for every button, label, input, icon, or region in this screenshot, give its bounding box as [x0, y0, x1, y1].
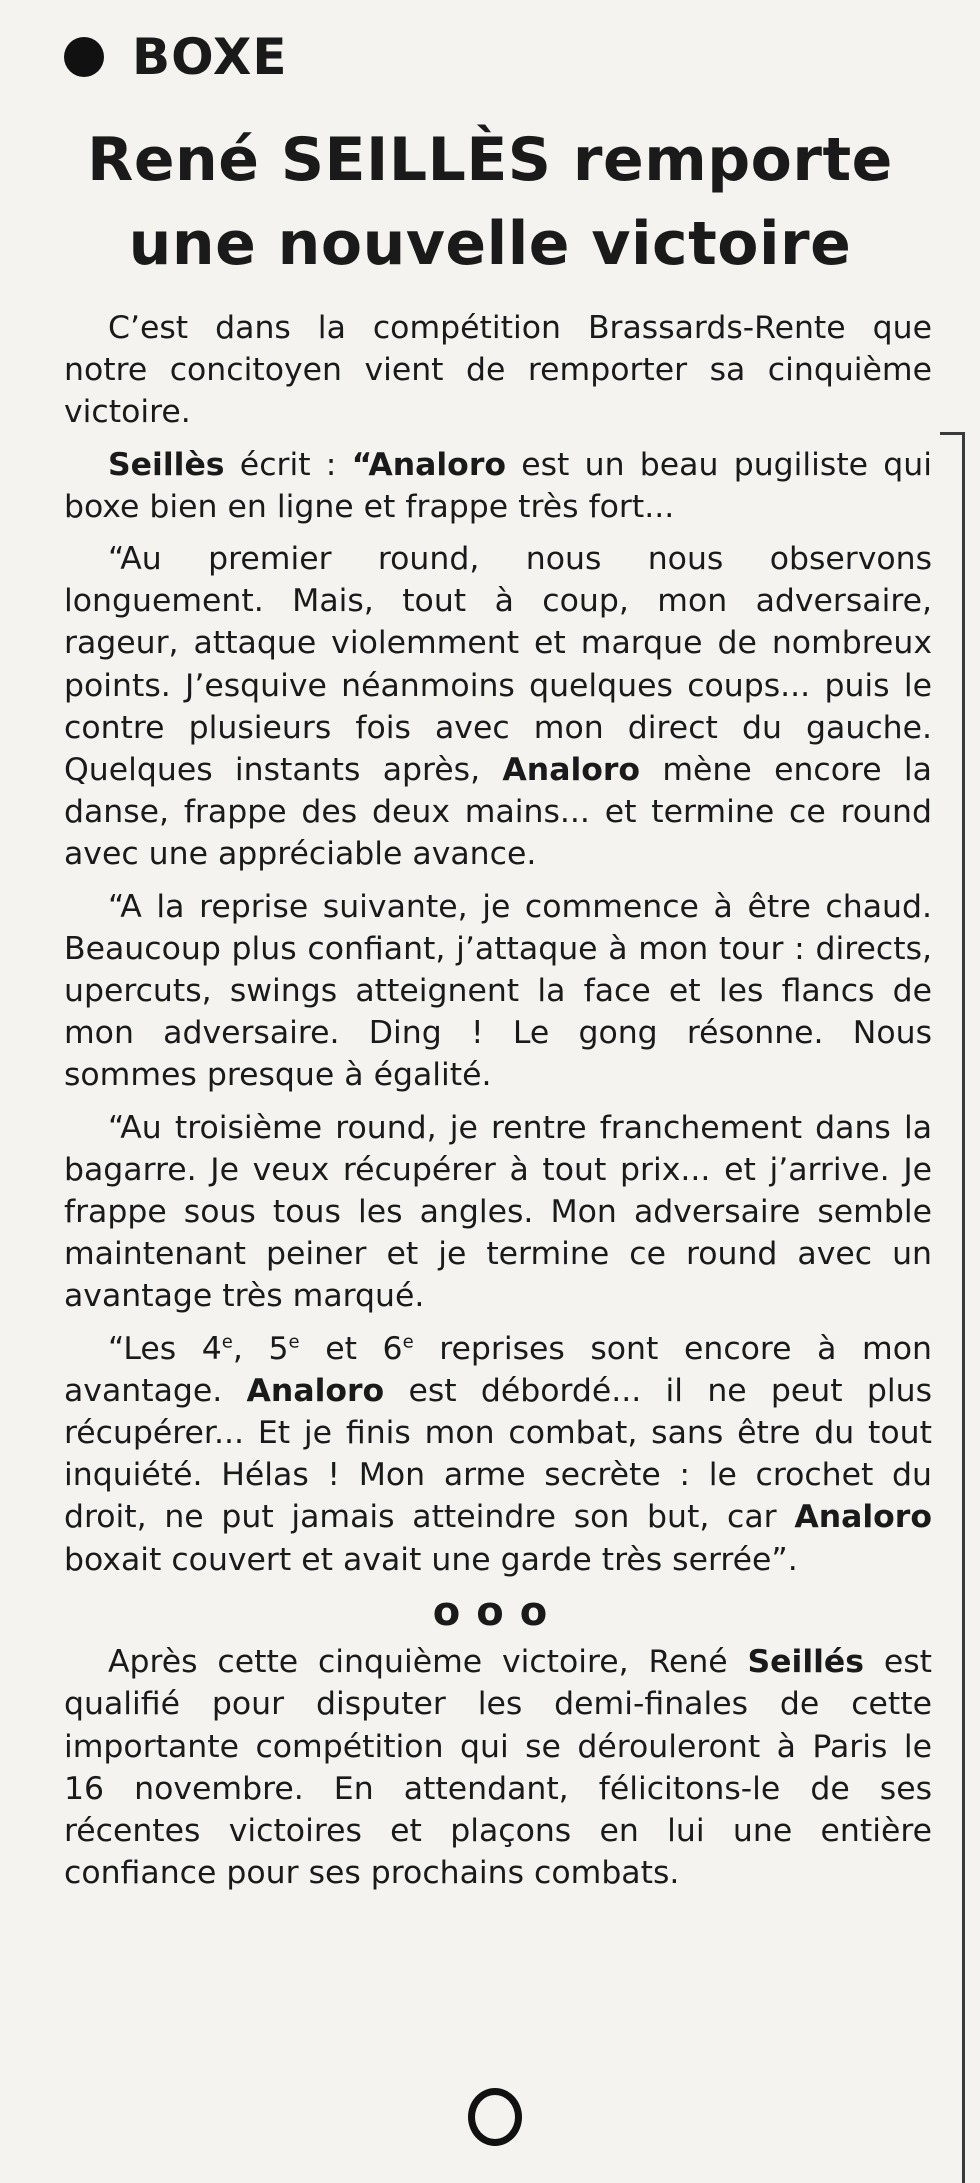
name-seilles: Seillés [747, 1644, 865, 1681]
text-run: est qualifié pour disputer les demi-finales de cette importante compétition qui se dérouleront à Paris le 16 novembre. En attendant, félicitons-le de ses récentes victoires et plaçons en lui une entière confiance pour ses prochains combats. [64, 1644, 932, 1892]
paragraph-1: C’est dans la compétition Brassards-Rente que notre concitoyen vient de remporter sa cinquième victoire. [64, 310, 932, 431]
name-analoro: Analoro [246, 1372, 385, 1409]
name-analoro: Analoro [794, 1499, 932, 1536]
text-run: , 5 [232, 1330, 289, 1367]
bullet-icon [64, 37, 104, 77]
text-run: et 6 [299, 1330, 403, 1367]
name-seilles: Seillès [108, 446, 225, 483]
text-run: est un beau pugiliste qui boxe bien en ligne et frappe très fort... [64, 446, 933, 525]
section-rubric [64, 22, 288, 92]
text-run: écrit : [224, 446, 352, 483]
text-run: “Les 4 [108, 1330, 222, 1367]
article-body [64, 307, 932, 1904]
headline-line-2: une nouvelle victoire [128, 209, 852, 279]
text-run: “Au premier round, nous nous observons longuement. Mais, tout à coup, mon adversaire, rageur, attaque violemment et marque de nombreux points. J’esquive néanmoins quelques coups... puis le contre plusieurs fois avec mon direct du gauche. Quelques instants après, [64, 541, 932, 789]
text-run: est débordé... il ne peut plus récupérer... Et je finis mon combat, sans être du tout inquiété. Hélas ! Mon arme secrète : le crochet du droit, ne put jamais atteindre son but, car [64, 1372, 932, 1536]
paragraph-3 [64, 538, 932, 876]
ordinal-sup: e [402, 1331, 414, 1353]
ordinal-sup: e [221, 1331, 233, 1353]
paragraph-6 [64, 1328, 932, 1581]
text-run: Après cette cinquième victoire, René [108, 1644, 748, 1681]
paragraph-5: “Au troisième round, je rentre franchement dans la bagarre. Je veux récupérer à tout prix... et j’arrive. Je frappe sous tous les angles. Mon adversaire semble maintenant peiner et je termine ce round avec un avantage très marqué. [64, 1109, 932, 1315]
ordinal-sup: e [288, 1331, 300, 1353]
text-run: mène encore la danse, frappe des deux mains... et termine ce round avec une appréciable avance. [64, 752, 932, 873]
text-run: boxait couvert et avait une garde très serrée”. [64, 1541, 798, 1578]
paragraph-7 [64, 1641, 932, 1894]
text-run: reprises sont encore à mon avantage. [64, 1330, 932, 1409]
section-label: BOXE [132, 28, 288, 86]
end-circle-icon [468, 2088, 522, 2146]
name-analoro: “Analoro [351, 446, 506, 483]
section-separator: ooo [432, 1588, 564, 1635]
name-analoro: Analoro [502, 752, 641, 789]
column-rule [962, 432, 965, 2183]
paragraph-4: “A la reprise suivante, je commence à être chaud. Beaucoup plus confiant, j’attaque à mon tour : directs, upercuts, swings atteignent la face et les flancs de mon adversaire. Ding ! Le gong résonne. Nous sommes presque à égalité. [64, 888, 932, 1094]
column-rule-tick [940, 432, 964, 435]
paragraph-2 [64, 444, 932, 528]
headline-line-1: René SEILLÈS remporte [87, 125, 893, 195]
article-headline [40, 118, 940, 286]
